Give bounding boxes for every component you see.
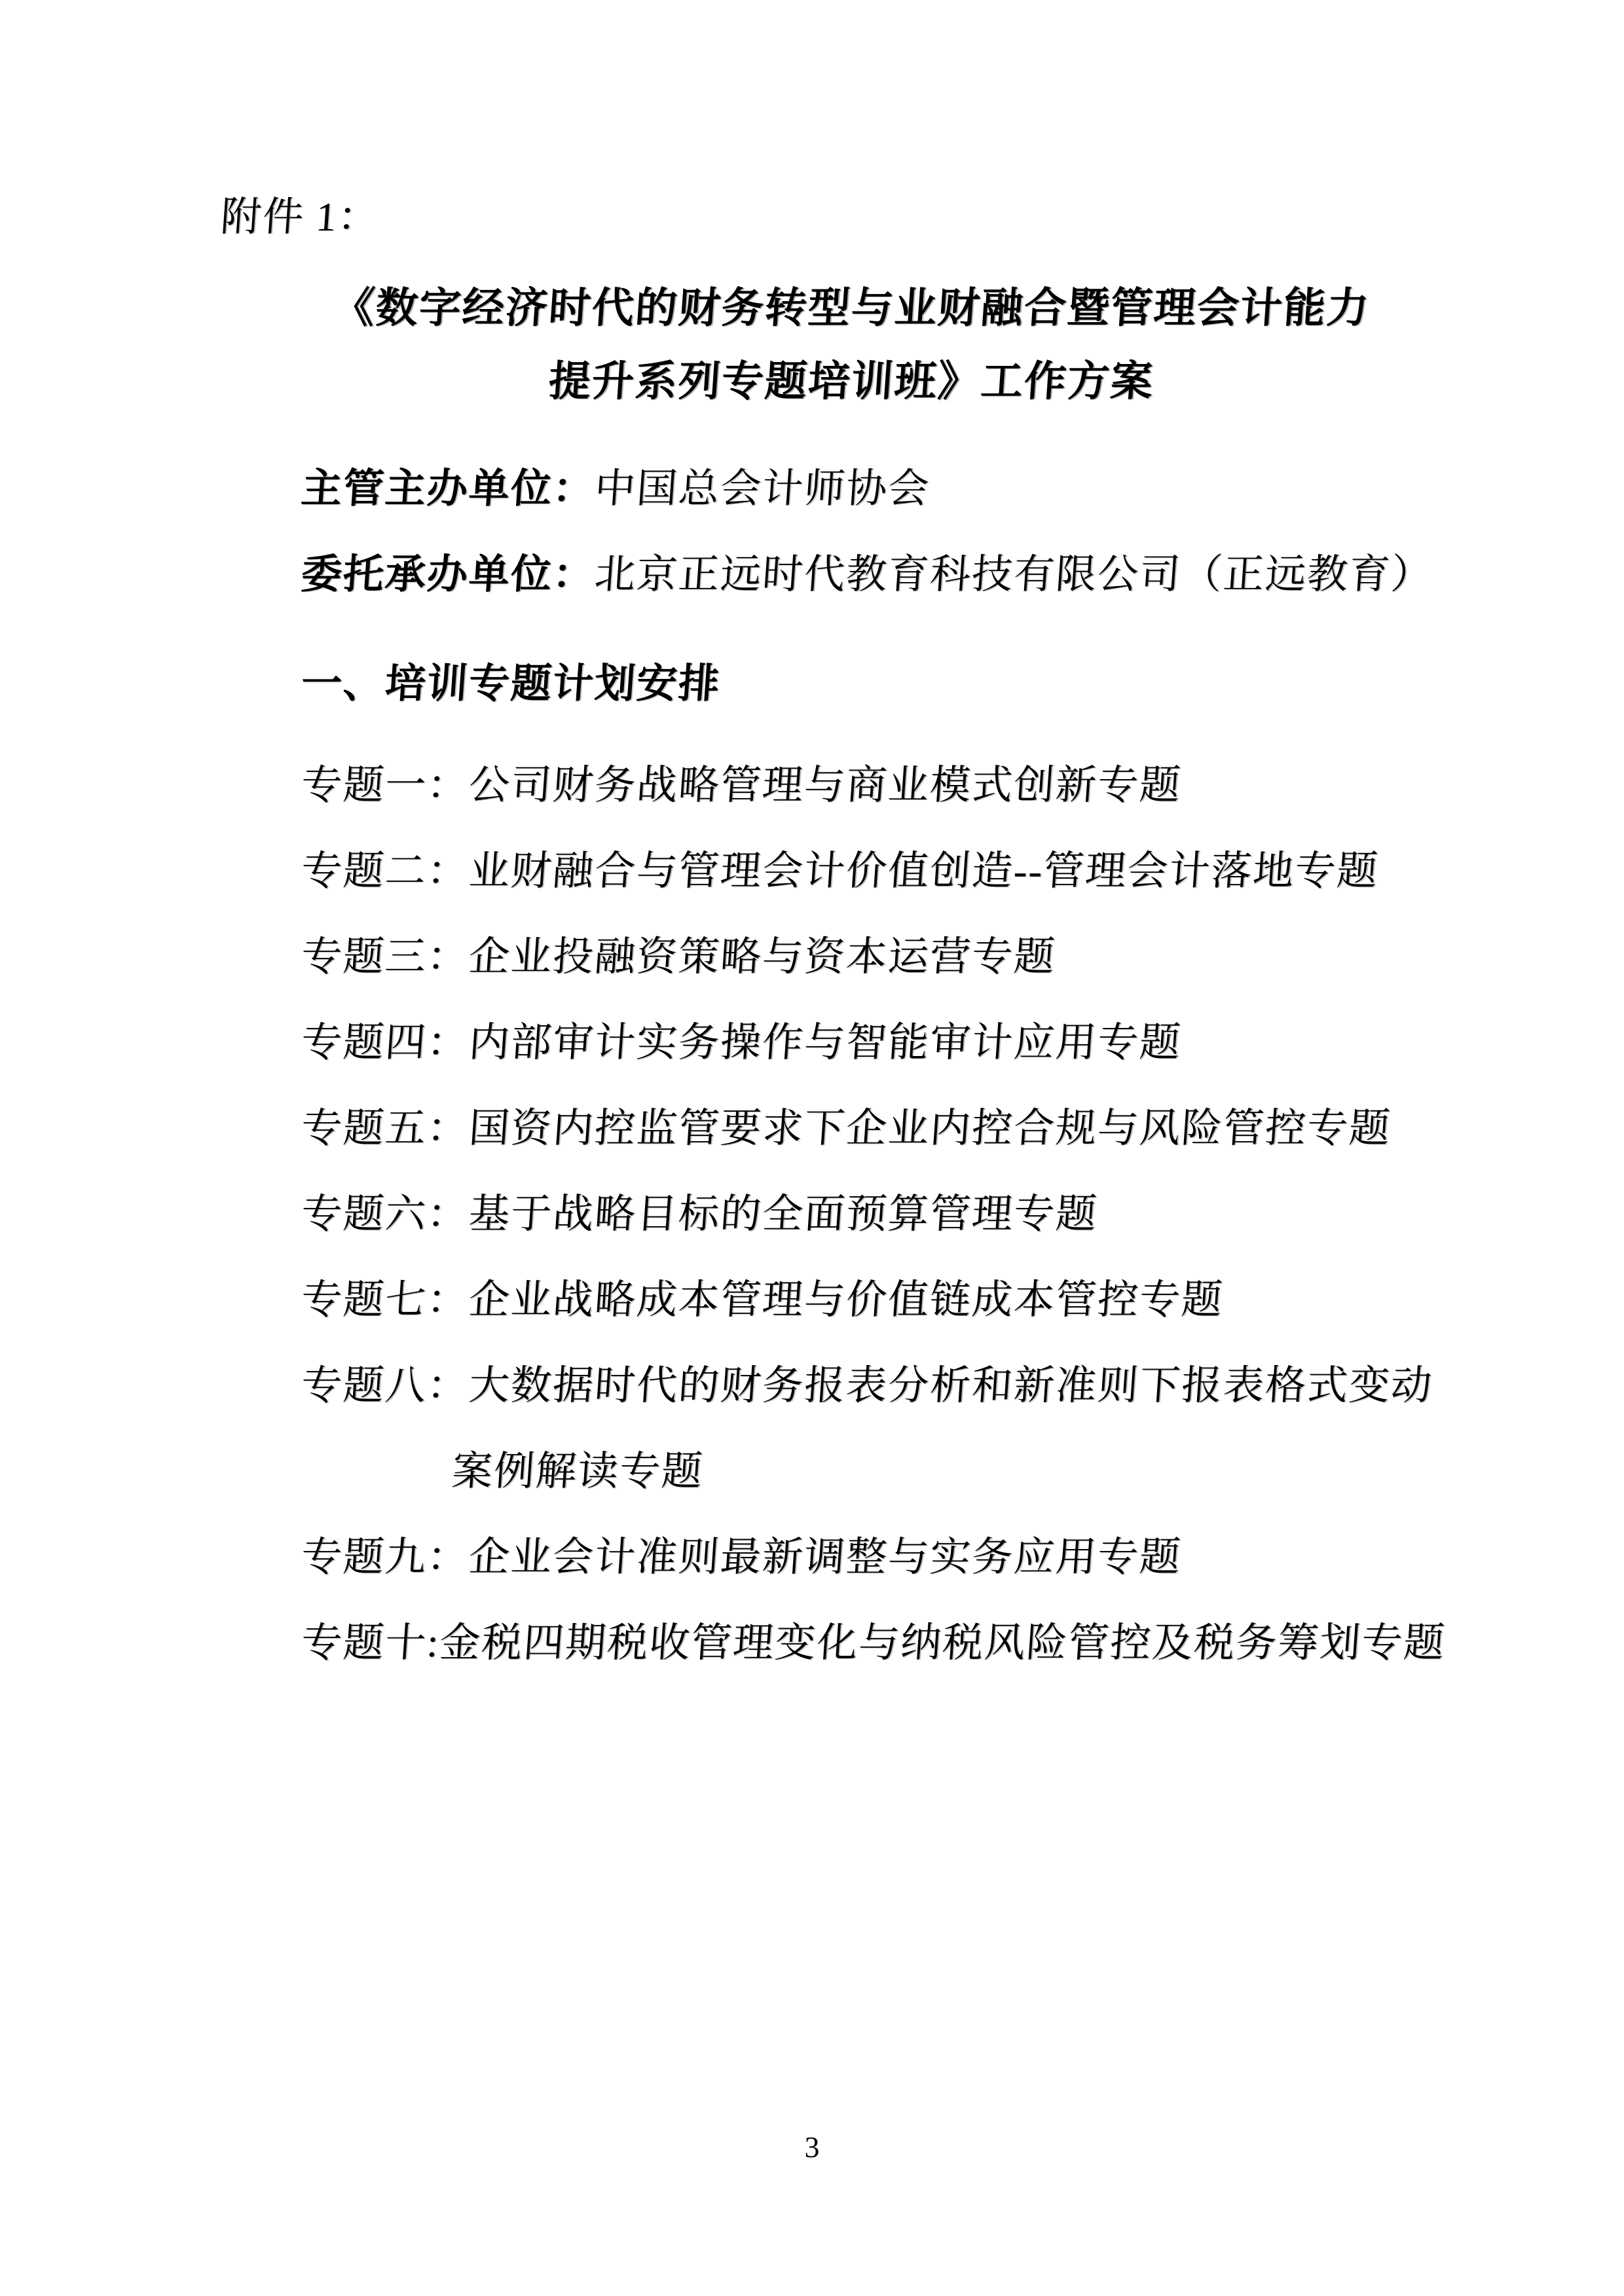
topic-label: 专题四： — [299, 1021, 471, 1065]
section-heading: 一、培训专题计划安排 — [299, 662, 722, 706]
organizer-value: 北京正远时代教育科技有限公司（正远教育） — [593, 553, 1435, 597]
topic-label: 专题一： — [299, 763, 471, 808]
topic-line — [299, 1619, 1447, 1667]
topic-text: 企业投融资策略与资本运营专题 — [467, 935, 1058, 979]
attachment-label: 附件 1： — [219, 195, 381, 240]
topic-line — [299, 1276, 1225, 1324]
title-line-1: 《数字经济时代的财务转型与业财融合暨管理会计能力 — [331, 285, 1372, 331]
topic-line — [299, 1104, 1392, 1153]
topic-label: 专题九： — [299, 1535, 471, 1580]
topic-label: 专题三： — [299, 935, 471, 979]
topic-line — [299, 933, 1057, 981]
topic-text: 业财融合与管理会计价值创造--管理会计落地专题 — [467, 849, 1380, 894]
topic-text: 公司财务战略管理与商业模式创新专题 — [467, 763, 1183, 808]
topic-text: 国资内控监管要求下企业内控合规与风险管控专题 — [467, 1106, 1393, 1151]
topic-text: 金税四期税收管理变化与纳税风险管控及税务筹划专题 — [437, 1621, 1447, 1666]
document-title — [0, 272, 1624, 418]
title-line-2: 提升系列专题培训班》工作方案 — [547, 358, 1156, 405]
topic-line — [299, 761, 1183, 810]
topic-line — [299, 1362, 1434, 1410]
topic-label: 专题七： — [299, 1278, 471, 1322]
page-number: 3 — [804, 2130, 820, 2164]
topic-line — [299, 1533, 1183, 1582]
topic-label: 专题五： — [299, 1106, 471, 1151]
organizer-label: 委托承办单位： — [299, 553, 597, 597]
topic-text: 基于战略目标的全面预算管理专题 — [467, 1192, 1099, 1237]
topic-continuation-line: 案例解读专题 — [450, 1449, 705, 1494]
topic-label: 专题二： — [299, 849, 471, 894]
topic-label: 专题六： — [299, 1192, 471, 1237]
topic-line — [299, 847, 1380, 896]
organizer-value: 中国总会计师协会 — [593, 467, 932, 511]
topic-label: 专题十: — [299, 1621, 441, 1666]
topic-line — [299, 1019, 1183, 1067]
organizer-label: 主管主办单位： — [299, 467, 597, 511]
topic-text: 企业会计准则最新调整与实务应用专题 — [467, 1535, 1183, 1580]
organizer-line — [299, 551, 1434, 599]
topic-text: 大数据时代的财务报表分析和新准则下报表格式变动 — [467, 1364, 1435, 1408]
topic-text: 企业战略成本管理与价值链成本管控专题 — [467, 1278, 1225, 1322]
topic-line — [299, 1190, 1099, 1239]
organizer-line — [299, 465, 931, 513]
topic-label: 专题八： — [299, 1364, 471, 1408]
topic-text: 内部审计实务操作与智能审计应用专题 — [467, 1021, 1183, 1065]
